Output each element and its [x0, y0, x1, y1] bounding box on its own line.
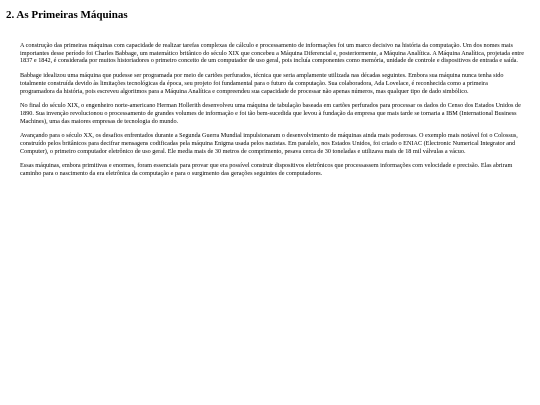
section-heading: 2. As Primeiras Máquinas: [6, 9, 128, 21]
paragraph-babbage-intro: A construção das primeiras máquinas com capacidade de realizar tarefas complexas de cálculo e processamento de informações foi um marco decisivo na história da computação. Um dos nomes mais importantes desse período foi Charles Babbage, um matemático britânico do século XIX que concebeu a Máquina Diferencial e, posteriormente, a Máquina Analítica. A Máquina Analítica, projetada entre 1837 e 1842, é considerada por muitos historiadores o primeiro conceito de um computador de uso geral, pois incluía componentes como memória, unidade de controle e dispositivos de entrada e saída.: [20, 42, 524, 65]
paragraph-punched-cards-lovelace: Babbage idealizou uma máquina que pudesse ser programada por meio de cartões perfurados, técnica que seria amplamente utilizada nas décadas seguintes. Embora sua máquina nunca tenha sido totalmente construída devido às limitações tecnológicas da época, seu projeto foi fundamental para o futuro da computação. Sua colaboradora, Ada Lovelace, é reconhecida como a primeira programadora da história, pois escreveu algoritmos para a Máquina Analítica e compreendeu sua capacidade de processar não apenas números, mas qualquer tipo de dado simbólico.: [20, 72, 504, 95]
document-body: [20, 42, 524, 185]
paragraph-conclusion: Essas máquinas, embora primitivas e enormes, foram essenciais para provar que era possível construir dispositivos eletrônicos que processassem informações com velocidade e precisão. Elas abriram caminho para o nascimento da era eletrônica da computação e para o surgimento das gerações seguintes de computadores.: [20, 162, 513, 178]
paragraph-colossus-eniac: Avançando para o século XX, os desafios enfrentados durante a Segunda Guerra Mundial impulsionaram o desenvolvimento de máquinas ainda mais poderosas. O exemplo mais notável foi o Colossus, construído pelos britânicos para decifrar mensagens codificadas pela máquina Enigma usada pelos nazistas. Em paralelo, nos Estados Unidos, foi criado o ENIAC (Electronic Numerical Integrator and Computer), o primeiro computador eletrônico de uso geral. Ele media mais de 30 metros de comprimento, pesava cerca de 30 toneladas e utilizava mais de 18 mil válvulas a vácuo.: [20, 132, 518, 155]
paragraph-hollerith: No final do século XIX, o engenheiro norte-americano Herman Hollerith desenvolveu uma máquina de tabulação baseada em cartões perfurados para processar os dados do Censo dos Estados Unidos de 1890. Sua invenção revolucionou o processamento de grandes volumes de informação e foi tão bem-sucedida que levou à fundação da empresa que mais tarde se tornaria a IBM (International Business Machines), uma das maiores empresas de tecnologia do mundo.: [20, 102, 521, 125]
